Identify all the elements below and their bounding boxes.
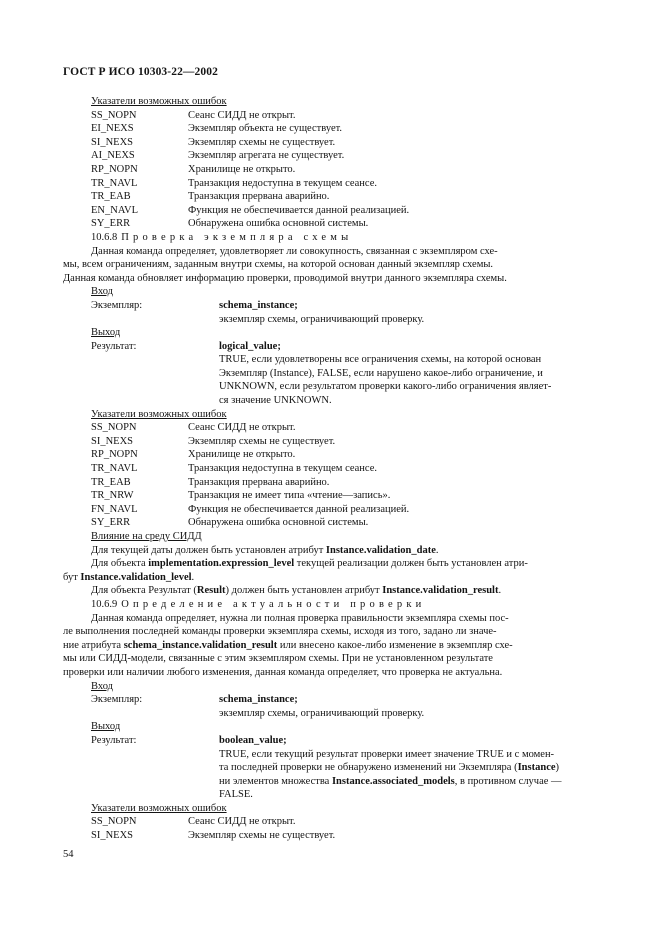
text-line: Данная команда определяет, удовлетворяет ли совокупность, связанная с экземпляром схе- <box>91 245 498 257</box>
error-text: Хранилище не открыто. <box>188 449 296 461</box>
error-code: SS_NOPN <box>91 816 137 828</box>
text-line <box>63 639 598 653</box>
error-row <box>63 815 598 829</box>
param-name: schema_instance; <box>219 694 298 706</box>
effect-title: Влияние на среду СИДД <box>91 531 202 542</box>
spacer <box>63 748 219 802</box>
section-title: Проверка экземпляра схемы <box>121 231 353 243</box>
param-label: Результат: <box>91 734 137 746</box>
text: . <box>191 571 195 583</box>
errors-title: Указатели возможных ошибок <box>91 802 227 814</box>
error-text: Экземпляр объекта не существует. <box>188 123 343 135</box>
output-desc-row <box>63 748 598 802</box>
text-line: UNKNOWN, если результатом проверки какого-либо ограничения являет- <box>219 381 552 393</box>
param-desc: экземпляр схемы, ограничивающий проверку. <box>219 313 425 325</box>
input-label: Вход <box>91 286 114 298</box>
error-text: Функция не обеспечивается данной реализацией. <box>188 503 410 515</box>
error-code: SS_NOPN <box>91 109 137 121</box>
effect-line-4 <box>63 584 598 598</box>
error-code: SY_ERR <box>91 517 131 529</box>
param-name: logical_value; <box>219 340 281 352</box>
error-text: Транзакция не имеет типа «чтение—запись». <box>188 490 391 502</box>
text: ) должен быть установлен атрибут <box>225 585 383 597</box>
param-desc <box>219 748 598 802</box>
error-code: SI_NEXS <box>91 830 134 842</box>
spacer <box>63 313 219 327</box>
input-param <box>63 693 598 707</box>
param-value <box>219 299 598 313</box>
text: ) <box>555 762 560 774</box>
output-label: Выход <box>91 721 121 733</box>
effect-line-1 <box>63 544 598 558</box>
error-row <box>63 136 598 150</box>
error-text: Обнаружена ошибка основной системы. <box>188 517 369 529</box>
text-line: мы или СИДД-модели, связанные с этим экземпляром схемы. При не установленном результате <box>63 653 493 665</box>
error-code: EN_NAVL <box>91 204 139 216</box>
text-line: Экземпляр (Instance), FALSE, если нарушено какое-либо ограничение, и <box>219 367 543 379</box>
text: , в противном случае — <box>454 775 562 787</box>
text-line: ле выполнения последней команды проверки экземпляра схемы, исходя из того, задано ли значе- <box>63 626 497 638</box>
text: ни элементов множества <box>219 775 332 787</box>
section-description <box>63 245 598 286</box>
error-list-3 <box>63 815 598 842</box>
error-code: AI_NEXS <box>91 150 135 162</box>
text: . <box>498 585 502 597</box>
param-label: Экземпляр: <box>91 299 143 311</box>
error-code: SS_NOPN <box>91 422 137 434</box>
text-line: TRUE, если текущий результат проверки имеет значение TRUE и с момен- <box>219 748 555 760</box>
text: Для текущей даты должен быть установлен атрибут <box>91 544 326 556</box>
text-line: Данная команда определяет, нужна ли полная проверка правильности экземпляра схемы пос- <box>91 612 509 624</box>
attribute-name: schema_instance.validation_result <box>123 639 278 651</box>
text-line: ся значение UNKNOWN. <box>219 395 332 407</box>
error-text: Экземпляр схемы не существует. <box>188 830 336 842</box>
effect-line-3 <box>63 571 598 585</box>
error-row <box>63 122 598 136</box>
text-line: TRUE, если удовлетворены все ограничения схемы, на которой основан <box>219 354 542 366</box>
error-row <box>63 462 598 476</box>
error-code: EI_NEXS <box>91 123 134 135</box>
text-line: FALSE. <box>219 789 253 801</box>
attribute-name: Instance.associated_models <box>331 775 455 787</box>
attribute-name: Instance.validation_result <box>382 585 499 597</box>
error-row <box>63 177 598 191</box>
error-text: Сеанс СИДД не открыт. <box>188 422 296 434</box>
text: Для объекта <box>91 558 149 570</box>
param-name: boolean_value; <box>219 734 287 746</box>
attribute-name: Instance <box>517 762 556 774</box>
text: или внесено какое-либо изменение в экземпляр схе- <box>277 639 513 651</box>
error-text: Транзакция прервана аварийно. <box>188 476 330 488</box>
section-heading-10-6-8 <box>63 231 598 245</box>
input-param <box>63 299 598 313</box>
text: та последней проверки не обнаружено изменений ни Экземпляра ( <box>219 762 518 774</box>
spacer <box>63 707 219 721</box>
error-row <box>63 109 598 123</box>
param-label: Экземпляр: <box>91 694 143 706</box>
attribute-name: Result <box>196 585 226 597</box>
effect-line-2 <box>63 557 598 571</box>
error-code: TR_NRW <box>91 490 134 502</box>
error-text: Транзакция недоступна в текущем сеансе. <box>188 177 378 189</box>
error-text: Транзакция недоступна в текущем сеансе. <box>188 463 378 475</box>
error-text: Транзакция прервана аварийно. <box>188 191 330 203</box>
page-content <box>63 95 598 843</box>
error-text: Экземпляр агрегата не существует. <box>188 150 345 162</box>
error-code: TR_NAVL <box>91 463 138 475</box>
document-header: ГОСТ Р ИСО 10303-22—2002 <box>63 66 218 78</box>
error-row <box>63 163 598 177</box>
param-value <box>219 734 598 748</box>
error-row <box>63 448 598 462</box>
text-line: проверки или наличии любого изменения, данная команда определяет, что проверка не актуальна. <box>63 666 503 678</box>
text-line: Данная команда обновляет информацию проверки, проводимой внутри данного экземпляра схемы. <box>63 272 507 284</box>
section-number: 10.6.9 <box>91 598 118 610</box>
error-row <box>63 435 598 449</box>
error-list-2 <box>63 421 598 530</box>
errors-title: Указатели возможных ошибок <box>91 96 227 107</box>
error-row <box>63 489 598 503</box>
error-row <box>63 149 598 163</box>
error-text: Обнаружена ошибка основной системы. <box>188 218 369 230</box>
error-row <box>63 190 598 204</box>
param-label: Результат: <box>91 340 137 352</box>
error-text: Хранилище не открыто. <box>188 163 296 175</box>
error-code: TR_EAB <box>91 191 131 203</box>
error-row <box>63 829 598 843</box>
error-code: TR_NAVL <box>91 177 138 189</box>
input-desc-row <box>63 707 598 721</box>
text: бут <box>63 571 81 583</box>
output-desc-row <box>63 353 598 407</box>
error-row <box>63 503 598 517</box>
attribute-name: Instance.validation_date <box>325 544 436 556</box>
text-line: мы, всем ограничениям, заданным внутри схемы, на которой основан данный экземпляр схемы. <box>63 259 494 271</box>
spacer <box>63 353 219 407</box>
section-heading-10-6-9 <box>63 598 598 612</box>
text: Для объекта Результат ( <box>91 585 197 597</box>
error-text: Экземпляр схемы не существует. <box>188 136 336 148</box>
error-code: RP_NOPN <box>91 449 138 461</box>
error-text: Сеанс СИДД не открыт. <box>188 109 296 121</box>
error-row <box>63 204 598 218</box>
param-value <box>219 693 598 707</box>
error-list-1 <box>63 109 598 231</box>
param-value <box>219 340 598 354</box>
attribute-name: Instance.validation_level <box>80 571 192 583</box>
error-code: TR_EAB <box>91 476 131 488</box>
error-row <box>63 516 598 530</box>
error-text: Экземпляр схемы не существует. <box>188 435 336 447</box>
page-number: 54 <box>63 849 74 860</box>
section-description <box>63 612 598 680</box>
error-code: FN_NAVL <box>91 503 138 515</box>
param-desc <box>219 353 598 407</box>
error-code: SY_ERR <box>91 218 131 230</box>
output-param <box>63 340 598 354</box>
text-line <box>219 761 598 775</box>
error-text: Функция не обеспечивается данной реализацией. <box>188 204 410 216</box>
attribute-name: implementation.expression_level <box>148 558 295 570</box>
errors-title: Указатели возможных ошибок <box>91 408 227 420</box>
error-code: SI_NEXS <box>91 435 134 447</box>
error-code: SI_NEXS <box>91 136 134 148</box>
error-row <box>63 421 598 435</box>
param-desc: экземпляр схемы, ограничивающий проверку. <box>219 707 425 719</box>
output-param <box>63 734 598 748</box>
section-number: 10.6.8 <box>91 231 118 243</box>
text: . <box>435 544 439 556</box>
text-line <box>219 775 598 789</box>
text: текущей реализации должен быть установлен атри- <box>294 558 528 570</box>
error-code: RP_NOPN <box>91 163 138 175</box>
input-label: Вход <box>91 680 114 692</box>
input-desc-row <box>63 313 598 327</box>
section-title: Определение актуальности проверки <box>121 598 426 610</box>
output-label: Выход <box>91 327 121 339</box>
error-row <box>63 476 598 490</box>
error-row <box>63 217 598 231</box>
param-name: schema_instance; <box>219 299 298 311</box>
error-text: Сеанс СИДД не открыт. <box>188 816 296 828</box>
text: ние атрибута <box>63 639 124 651</box>
